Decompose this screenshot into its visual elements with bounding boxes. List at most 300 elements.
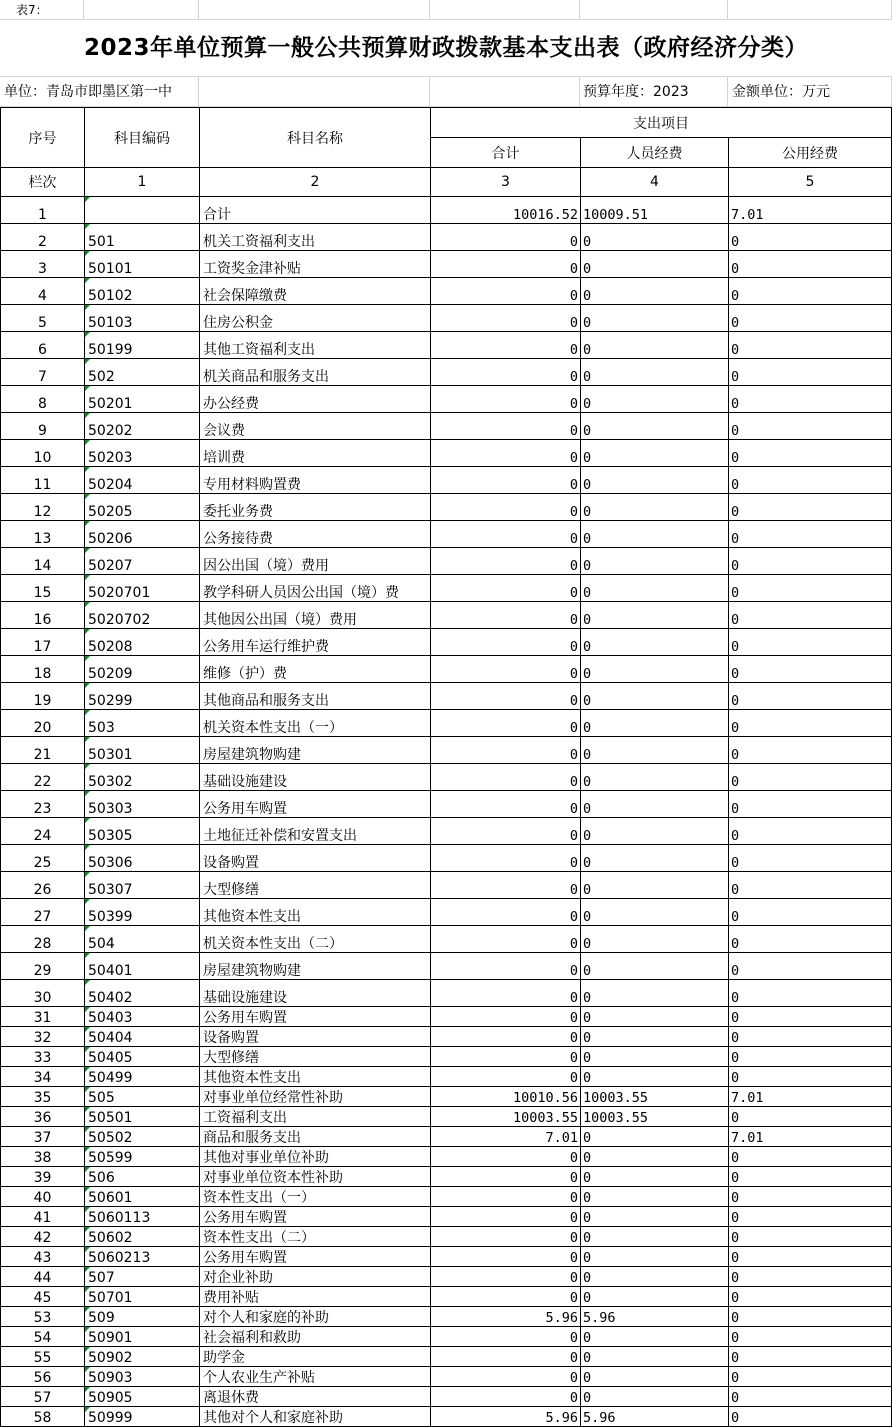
row-seq-cell[interactable]: 26 xyxy=(1,872,85,899)
row-public-cell[interactable]: 0 xyxy=(729,305,892,332)
row-code-cell[interactable]: 50701 xyxy=(85,1287,200,1307)
row-name-cell[interactable]: 公务用车运行维护费 xyxy=(200,629,431,656)
row-name-cell[interactable]: 基础设施建设 xyxy=(200,764,431,791)
row-total-cell[interactable]: 0 xyxy=(431,224,581,251)
row-name-cell[interactable]: 设备购置 xyxy=(200,1027,431,1047)
row-personnel-cell[interactable]: 0 xyxy=(581,494,729,521)
row-code-cell[interactable]: 50305 xyxy=(85,818,200,845)
row-seq-cell[interactable]: 43 xyxy=(1,1247,85,1267)
row-personnel-cell[interactable]: 0 xyxy=(581,278,729,305)
row-public-cell[interactable]: 0 xyxy=(729,521,892,548)
row-code-cell[interactable]: 50303 xyxy=(85,791,200,818)
row-personnel-cell[interactable]: 0 xyxy=(581,926,729,953)
row-public-cell[interactable]: 0 xyxy=(729,278,892,305)
row-seq-cell[interactable]: 25 xyxy=(1,845,85,872)
row-code-cell[interactable]: 50208 xyxy=(85,629,200,656)
row-code-cell[interactable]: 50905 xyxy=(85,1387,200,1407)
row-seq-cell[interactable]: 41 xyxy=(1,1207,85,1227)
row-seq-cell[interactable]: 11 xyxy=(1,467,85,494)
row-total-cell[interactable]: 10010.56 xyxy=(431,1087,581,1107)
row-total-cell[interactable]: 0 xyxy=(431,737,581,764)
row-code-cell[interactable]: 50101 xyxy=(85,251,200,278)
row-name-cell[interactable]: 因公出国（境）费用 xyxy=(200,548,431,575)
row-name-cell[interactable]: 大型修缮 xyxy=(200,872,431,899)
sheet-cell-d1[interactable] xyxy=(430,0,580,20)
row-name-cell[interactable]: 公务用车购置 xyxy=(200,1247,431,1267)
row-code-cell[interactable]: 50206 xyxy=(85,521,200,548)
row-seq-cell[interactable]: 57 xyxy=(1,1387,85,1407)
row-public-cell[interactable]: 0 xyxy=(729,980,892,1007)
row-total-cell[interactable]: 0 xyxy=(431,575,581,602)
row-seq-cell[interactable]: 42 xyxy=(1,1227,85,1247)
row-code-cell[interactable]: 50204 xyxy=(85,467,200,494)
row-personnel-cell[interactable]: 0 xyxy=(581,548,729,575)
row-name-cell[interactable]: 住房公积金 xyxy=(200,305,431,332)
row-total-cell[interactable]: 0 xyxy=(431,791,581,818)
row-name-cell[interactable]: 培训费 xyxy=(200,440,431,467)
row-public-cell[interactable]: 0 xyxy=(729,953,892,980)
row-code-cell[interactable]: 50902 xyxy=(85,1347,200,1367)
row-seq-cell[interactable]: 44 xyxy=(1,1267,85,1287)
row-personnel-cell[interactable]: 0 xyxy=(581,953,729,980)
row-public-cell[interactable]: 0 xyxy=(729,413,892,440)
row-personnel-cell[interactable]: 0 xyxy=(581,251,729,278)
row-total-cell[interactable]: 0 xyxy=(431,872,581,899)
row-public-cell[interactable]: 0 xyxy=(729,764,892,791)
row-personnel-cell[interactable]: 0 xyxy=(581,1227,729,1247)
row-total-cell[interactable]: 0 xyxy=(431,953,581,980)
row-code-cell[interactable]: 50499 xyxy=(85,1067,200,1087)
row-personnel-cell[interactable]: 0 xyxy=(581,602,729,629)
row-seq-cell[interactable]: 39 xyxy=(1,1167,85,1187)
row-seq-cell[interactable]: 28 xyxy=(1,926,85,953)
row-personnel-cell[interactable]: 0 xyxy=(581,521,729,548)
row-total-cell[interactable]: 0 xyxy=(431,629,581,656)
row-code-cell[interactable]: 50209 xyxy=(85,656,200,683)
row-public-cell[interactable]: 0 xyxy=(729,629,892,656)
row-name-cell[interactable]: 资本性支出（二） xyxy=(200,1227,431,1247)
row-seq-cell[interactable]: 55 xyxy=(1,1347,85,1367)
row-seq-cell[interactable]: 2 xyxy=(1,224,85,251)
row-total-cell[interactable]: 0 xyxy=(431,1227,581,1247)
row-seq-cell[interactable]: 20 xyxy=(1,710,85,737)
row-name-cell[interactable]: 会议费 xyxy=(200,413,431,440)
row-seq-cell[interactable]: 37 xyxy=(1,1127,85,1147)
row-seq-cell[interactable]: 29 xyxy=(1,953,85,980)
row-seq-cell[interactable]: 19 xyxy=(1,683,85,710)
row-name-cell[interactable]: 大型修缮 xyxy=(200,1047,431,1067)
row-seq-cell[interactable]: 9 xyxy=(1,413,85,440)
row-public-cell[interactable]: 0 xyxy=(729,1247,892,1267)
row-personnel-cell[interactable]: 0 xyxy=(581,737,729,764)
row-code-cell[interactable]: 50501 xyxy=(85,1107,200,1127)
row-public-cell[interactable]: 0 xyxy=(729,1167,892,1187)
row-code-cell[interactable]: 50202 xyxy=(85,413,200,440)
row-seq-cell[interactable]: 33 xyxy=(1,1047,85,1067)
row-seq-cell[interactable]: 15 xyxy=(1,575,85,602)
row-name-cell[interactable]: 基础设施建设 xyxy=(200,980,431,1007)
row-seq-cell[interactable]: 45 xyxy=(1,1287,85,1307)
row-public-cell[interactable]: 0 xyxy=(729,1147,892,1167)
row-total-cell[interactable]: 0 xyxy=(431,1327,581,1347)
row-code-cell[interactable]: 50999 xyxy=(85,1407,200,1427)
sheet-cell-e1[interactable] xyxy=(580,0,728,20)
row-name-cell[interactable]: 设备购置 xyxy=(200,845,431,872)
row-total-cell[interactable]: 0 xyxy=(431,1367,581,1387)
row-total-cell[interactable]: 0 xyxy=(431,548,581,575)
row-personnel-cell[interactable]: 0 xyxy=(581,224,729,251)
row-total-cell[interactable]: 0 xyxy=(431,926,581,953)
row-public-cell[interactable]: 0 xyxy=(729,1207,892,1227)
row-code-cell[interactable]: 50602 xyxy=(85,1227,200,1247)
row-public-cell[interactable]: 0 xyxy=(729,656,892,683)
row-total-cell[interactable]: 0 xyxy=(431,1007,581,1027)
row-code-cell[interactable] xyxy=(85,197,200,224)
row-code-cell[interactable]: 507 xyxy=(85,1267,200,1287)
row-total-cell[interactable]: 0 xyxy=(431,1207,581,1227)
row-personnel-cell[interactable]: 0 xyxy=(581,413,729,440)
row-code-cell[interactable]: 50207 xyxy=(85,548,200,575)
row-name-cell[interactable]: 土地征迁补偿和安置支出 xyxy=(200,818,431,845)
row-personnel-cell[interactable]: 0 xyxy=(581,1327,729,1347)
row-code-cell[interactable]: 502 xyxy=(85,359,200,386)
row-public-cell[interactable]: 7.01 xyxy=(729,1127,892,1147)
row-seq-cell[interactable]: 36 xyxy=(1,1107,85,1127)
row-public-cell[interactable]: 0 xyxy=(729,1187,892,1207)
row-name-cell[interactable]: 工资奖金津补贴 xyxy=(200,251,431,278)
row-personnel-cell[interactable]: 0 xyxy=(581,1187,729,1207)
row-personnel-cell[interactable]: 0 xyxy=(581,386,729,413)
row-seq-cell[interactable]: 32 xyxy=(1,1027,85,1047)
row-name-cell[interactable]: 对企业补助 xyxy=(200,1267,431,1287)
row-personnel-cell[interactable]: 0 xyxy=(581,440,729,467)
row-name-cell[interactable]: 离退休费 xyxy=(200,1387,431,1407)
row-name-cell[interactable]: 专用材料购置费 xyxy=(200,467,431,494)
row-personnel-cell[interactable]: 0 xyxy=(581,1347,729,1367)
row-personnel-cell[interactable]: 0 xyxy=(581,791,729,818)
row-code-cell[interactable]: 5020701 xyxy=(85,575,200,602)
row-name-cell[interactable]: 对个人和家庭的补助 xyxy=(200,1307,431,1327)
row-seq-cell[interactable]: 5 xyxy=(1,305,85,332)
row-public-cell[interactable]: 0 xyxy=(729,440,892,467)
row-public-cell[interactable]: 0 xyxy=(729,1067,892,1087)
row-code-cell[interactable]: 506 xyxy=(85,1167,200,1187)
row-seq-cell[interactable]: 4 xyxy=(1,278,85,305)
row-seq-cell[interactable]: 3 xyxy=(1,251,85,278)
row-name-cell[interactable]: 公务用车购置 xyxy=(200,1007,431,1027)
row-name-cell[interactable]: 机关资本性支出（一） xyxy=(200,710,431,737)
row-code-cell[interactable]: 50404 xyxy=(85,1027,200,1047)
row-code-cell[interactable]: 50401 xyxy=(85,953,200,980)
row-public-cell[interactable]: 0 xyxy=(729,1387,892,1407)
sheet-cell-c1[interactable] xyxy=(199,0,430,20)
row-name-cell[interactable]: 其他资本性支出 xyxy=(200,1067,431,1087)
row-seq-cell[interactable]: 54 xyxy=(1,1327,85,1347)
row-public-cell[interactable]: 7.01 xyxy=(729,197,892,224)
row-total-cell[interactable]: 0 xyxy=(431,521,581,548)
row-personnel-cell[interactable]: 0 xyxy=(581,1127,729,1147)
row-name-cell[interactable]: 公务用车购置 xyxy=(200,1207,431,1227)
row-code-cell[interactable]: 50399 xyxy=(85,899,200,926)
row-total-cell[interactable]: 7.01 xyxy=(431,1127,581,1147)
row-personnel-cell[interactable]: 0 xyxy=(581,1207,729,1227)
row-total-cell[interactable]: 0 xyxy=(431,1147,581,1167)
row-name-cell[interactable]: 公务用车购置 xyxy=(200,791,431,818)
row-seq-cell[interactable]: 12 xyxy=(1,494,85,521)
row-public-cell[interactable]: 0 xyxy=(729,1267,892,1287)
row-public-cell[interactable]: 0 xyxy=(729,1007,892,1027)
sheet-cell-b1[interactable] xyxy=(84,0,199,20)
row-public-cell[interactable]: 0 xyxy=(729,224,892,251)
row-public-cell[interactable]: 0 xyxy=(729,359,892,386)
row-name-cell[interactable]: 机关商品和服务支出 xyxy=(200,359,431,386)
row-personnel-cell[interactable]: 0 xyxy=(581,710,729,737)
row-name-cell[interactable]: 机关工资福利支出 xyxy=(200,224,431,251)
row-code-cell[interactable]: 50903 xyxy=(85,1367,200,1387)
row-seq-cell[interactable]: 35 xyxy=(1,1087,85,1107)
row-seq-cell[interactable]: 58 xyxy=(1,1407,85,1427)
row-total-cell[interactable]: 0 xyxy=(431,1287,581,1307)
row-seq-cell[interactable]: 1 xyxy=(1,197,85,224)
row-public-cell[interactable]: 0 xyxy=(729,791,892,818)
row-total-cell[interactable]: 0 xyxy=(431,710,581,737)
row-code-cell[interactable]: 504 xyxy=(85,926,200,953)
row-seq-cell[interactable]: 24 xyxy=(1,818,85,845)
row-public-cell[interactable]: 0 xyxy=(729,872,892,899)
row-code-cell[interactable]: 50502 xyxy=(85,1127,200,1147)
row-code-cell[interactable]: 50203 xyxy=(85,440,200,467)
row-name-cell[interactable]: 维修（护）费 xyxy=(200,656,431,683)
row-public-cell[interactable]: 0 xyxy=(729,845,892,872)
row-personnel-cell[interactable]: 0 xyxy=(581,575,729,602)
row-code-cell[interactable]: 50299 xyxy=(85,683,200,710)
row-total-cell[interactable]: 0 xyxy=(431,980,581,1007)
row-personnel-cell[interactable]: 0 xyxy=(581,629,729,656)
row-seq-cell[interactable]: 18 xyxy=(1,656,85,683)
row-total-cell[interactable]: 0 xyxy=(431,1047,581,1067)
row-public-cell[interactable]: 0 xyxy=(729,737,892,764)
row-total-cell[interactable]: 0 xyxy=(431,332,581,359)
row-seq-cell[interactable]: 30 xyxy=(1,980,85,1007)
row-name-cell[interactable]: 费用补贴 xyxy=(200,1287,431,1307)
row-public-cell[interactable]: 0 xyxy=(729,602,892,629)
row-personnel-cell[interactable]: 0 xyxy=(581,764,729,791)
row-name-cell[interactable]: 社会保障缴费 xyxy=(200,278,431,305)
row-public-cell[interactable]: 0 xyxy=(729,1407,892,1427)
row-code-cell[interactable]: 50402 xyxy=(85,980,200,1007)
row-code-cell[interactable]: 50302 xyxy=(85,764,200,791)
row-seq-cell[interactable]: 10 xyxy=(1,440,85,467)
row-personnel-cell[interactable]: 0 xyxy=(581,818,729,845)
row-public-cell[interactable]: 0 xyxy=(729,1347,892,1367)
row-seq-cell[interactable]: 16 xyxy=(1,602,85,629)
row-public-cell[interactable]: 0 xyxy=(729,1027,892,1047)
row-personnel-cell[interactable]: 0 xyxy=(581,1387,729,1407)
row-seq-cell[interactable]: 14 xyxy=(1,548,85,575)
row-personnel-cell[interactable]: 0 xyxy=(581,1027,729,1047)
row-personnel-cell[interactable]: 0 xyxy=(581,305,729,332)
row-total-cell[interactable]: 0 xyxy=(431,656,581,683)
row-personnel-cell[interactable]: 0 xyxy=(581,359,729,386)
row-public-cell[interactable]: 0 xyxy=(729,251,892,278)
row-name-cell[interactable]: 助学金 xyxy=(200,1347,431,1367)
row-personnel-cell[interactable]: 5.96 xyxy=(581,1407,729,1427)
row-seq-cell[interactable]: 6 xyxy=(1,332,85,359)
row-seq-cell[interactable]: 34 xyxy=(1,1067,85,1087)
row-name-cell[interactable]: 机关资本性支出（二） xyxy=(200,926,431,953)
sheet-cell-f1[interactable] xyxy=(728,0,892,20)
row-seq-cell[interactable]: 38 xyxy=(1,1147,85,1167)
row-code-cell[interactable]: 5060113 xyxy=(85,1207,200,1227)
row-total-cell[interactable]: 0 xyxy=(431,1027,581,1047)
row-name-cell[interactable]: 委托业务费 xyxy=(200,494,431,521)
row-code-cell[interactable]: 50901 xyxy=(85,1327,200,1347)
row-public-cell[interactable]: 0 xyxy=(729,332,892,359)
row-code-cell[interactable]: 50307 xyxy=(85,872,200,899)
row-personnel-cell[interactable]: 0 xyxy=(581,872,729,899)
row-personnel-cell[interactable]: 10003.55 xyxy=(581,1107,729,1127)
row-public-cell[interactable]: 0 xyxy=(729,818,892,845)
row-public-cell[interactable]: 0 xyxy=(729,494,892,521)
row-code-cell[interactable]: 50102 xyxy=(85,278,200,305)
row-personnel-cell[interactable]: 10009.51 xyxy=(581,197,729,224)
row-code-cell[interactable]: 50103 xyxy=(85,305,200,332)
row-name-cell[interactable]: 其他因公出国（境）费用 xyxy=(200,602,431,629)
row-code-cell[interactable]: 50205 xyxy=(85,494,200,521)
row-personnel-cell[interactable]: 0 xyxy=(581,332,729,359)
row-name-cell[interactable]: 教学科研人员因公出国（境）费 xyxy=(200,575,431,602)
row-seq-cell[interactable]: 31 xyxy=(1,1007,85,1027)
row-total-cell[interactable]: 0 xyxy=(431,1347,581,1367)
row-total-cell[interactable]: 0 xyxy=(431,1387,581,1407)
row-public-cell[interactable]: 0 xyxy=(729,710,892,737)
row-total-cell[interactable]: 10016.52 xyxy=(431,197,581,224)
row-total-cell[interactable]: 0 xyxy=(431,1267,581,1287)
row-seq-cell[interactable]: 8 xyxy=(1,386,85,413)
row-name-cell[interactable]: 对事业单位资本性补助 xyxy=(200,1167,431,1187)
row-seq-cell[interactable]: 53 xyxy=(1,1307,85,1327)
row-total-cell[interactable]: 0 xyxy=(431,683,581,710)
row-name-cell[interactable]: 房屋建筑物购建 xyxy=(200,737,431,764)
row-public-cell[interactable]: 7.01 xyxy=(729,1087,892,1107)
row-total-cell[interactable]: 0 xyxy=(431,494,581,521)
row-personnel-cell[interactable]: 0 xyxy=(581,899,729,926)
row-public-cell[interactable]: 0 xyxy=(729,1287,892,1307)
row-code-cell[interactable]: 50199 xyxy=(85,332,200,359)
row-code-cell[interactable]: 50405 xyxy=(85,1047,200,1067)
row-personnel-cell[interactable]: 0 xyxy=(581,1007,729,1027)
row-name-cell[interactable]: 商品和服务支出 xyxy=(200,1127,431,1147)
row-seq-cell[interactable]: 56 xyxy=(1,1367,85,1387)
row-total-cell[interactable]: 5.96 xyxy=(431,1407,581,1427)
row-public-cell[interactable]: 0 xyxy=(729,386,892,413)
row-public-cell[interactable]: 0 xyxy=(729,467,892,494)
row-code-cell[interactable]: 50201 xyxy=(85,386,200,413)
row-name-cell[interactable]: 办公经费 xyxy=(200,386,431,413)
row-public-cell[interactable]: 0 xyxy=(729,1107,892,1127)
row-seq-cell[interactable]: 23 xyxy=(1,791,85,818)
row-name-cell[interactable]: 其他工资福利支出 xyxy=(200,332,431,359)
row-seq-cell[interactable]: 27 xyxy=(1,899,85,926)
row-personnel-cell[interactable]: 0 xyxy=(581,1247,729,1267)
row-public-cell[interactable]: 0 xyxy=(729,1047,892,1067)
row-public-cell[interactable]: 0 xyxy=(729,548,892,575)
row-seq-cell[interactable]: 7 xyxy=(1,359,85,386)
row-name-cell[interactable]: 对事业单位经常性补助 xyxy=(200,1087,431,1107)
row-total-cell[interactable]: 0 xyxy=(431,1247,581,1267)
row-seq-cell[interactable]: 22 xyxy=(1,764,85,791)
row-public-cell[interactable]: 0 xyxy=(729,1307,892,1327)
row-seq-cell[interactable]: 13 xyxy=(1,521,85,548)
row-total-cell[interactable]: 0 xyxy=(431,1187,581,1207)
row-seq-cell[interactable]: 21 xyxy=(1,737,85,764)
row-personnel-cell[interactable]: 5.96 xyxy=(581,1307,729,1327)
row-personnel-cell[interactable]: 0 xyxy=(581,1047,729,1067)
row-personnel-cell[interactable]: 0 xyxy=(581,1367,729,1387)
row-code-cell[interactable]: 5060213 xyxy=(85,1247,200,1267)
row-name-cell[interactable]: 资本性支出（一） xyxy=(200,1187,431,1207)
row-personnel-cell[interactable]: 0 xyxy=(581,1287,729,1307)
row-total-cell[interactable]: 0 xyxy=(431,845,581,872)
row-public-cell[interactable]: 0 xyxy=(729,683,892,710)
row-public-cell[interactable]: 0 xyxy=(729,1227,892,1247)
row-name-cell[interactable]: 社会福利和救助 xyxy=(200,1327,431,1347)
row-code-cell[interactable]: 505 xyxy=(85,1087,200,1107)
row-total-cell[interactable]: 0 xyxy=(431,305,581,332)
row-total-cell[interactable]: 0 xyxy=(431,467,581,494)
row-personnel-cell[interactable]: 0 xyxy=(581,1147,729,1167)
row-total-cell[interactable]: 0 xyxy=(431,278,581,305)
row-code-cell[interactable]: 5020702 xyxy=(85,602,200,629)
row-code-cell[interactable]: 50306 xyxy=(85,845,200,872)
row-total-cell[interactable]: 0 xyxy=(431,1067,581,1087)
row-seq-cell[interactable]: 17 xyxy=(1,629,85,656)
row-total-cell[interactable]: 0 xyxy=(431,818,581,845)
row-code-cell[interactable]: 503 xyxy=(85,710,200,737)
row-name-cell[interactable]: 其他对个人和家庭补助 xyxy=(200,1407,431,1427)
row-code-cell[interactable]: 509 xyxy=(85,1307,200,1327)
row-total-cell[interactable]: 5.96 xyxy=(431,1307,581,1327)
row-name-cell[interactable]: 其他对事业单位补助 xyxy=(200,1147,431,1167)
row-total-cell[interactable]: 0 xyxy=(431,602,581,629)
row-code-cell[interactable]: 50599 xyxy=(85,1147,200,1167)
row-total-cell[interactable]: 0 xyxy=(431,764,581,791)
row-code-cell[interactable]: 501 xyxy=(85,224,200,251)
row-personnel-cell[interactable]: 0 xyxy=(581,1267,729,1287)
row-personnel-cell[interactable]: 0 xyxy=(581,845,729,872)
row-total-cell[interactable]: 0 xyxy=(431,386,581,413)
row-public-cell[interactable]: 0 xyxy=(729,1327,892,1347)
row-code-cell[interactable]: 50403 xyxy=(85,1007,200,1027)
row-name-cell[interactable]: 其他资本性支出 xyxy=(200,899,431,926)
row-name-cell[interactable]: 其他商品和服务支出 xyxy=(200,683,431,710)
row-personnel-cell[interactable]: 0 xyxy=(581,1167,729,1187)
row-total-cell[interactable]: 0 xyxy=(431,1167,581,1187)
row-total-cell[interactable]: 0 xyxy=(431,359,581,386)
row-public-cell[interactable]: 0 xyxy=(729,926,892,953)
row-personnel-cell[interactable]: 0 xyxy=(581,656,729,683)
row-total-cell[interactable]: 0 xyxy=(431,440,581,467)
row-total-cell[interactable]: 0 xyxy=(431,413,581,440)
row-code-cell[interactable]: 50601 xyxy=(85,1187,200,1207)
row-total-cell[interactable]: 0 xyxy=(431,251,581,278)
row-personnel-cell[interactable]: 10003.55 xyxy=(581,1087,729,1107)
row-public-cell[interactable]: 0 xyxy=(729,575,892,602)
row-name-cell[interactable]: 合计 xyxy=(200,197,431,224)
row-public-cell[interactable]: 0 xyxy=(729,899,892,926)
row-total-cell[interactable]: 0 xyxy=(431,899,581,926)
row-personnel-cell[interactable]: 0 xyxy=(581,1067,729,1087)
